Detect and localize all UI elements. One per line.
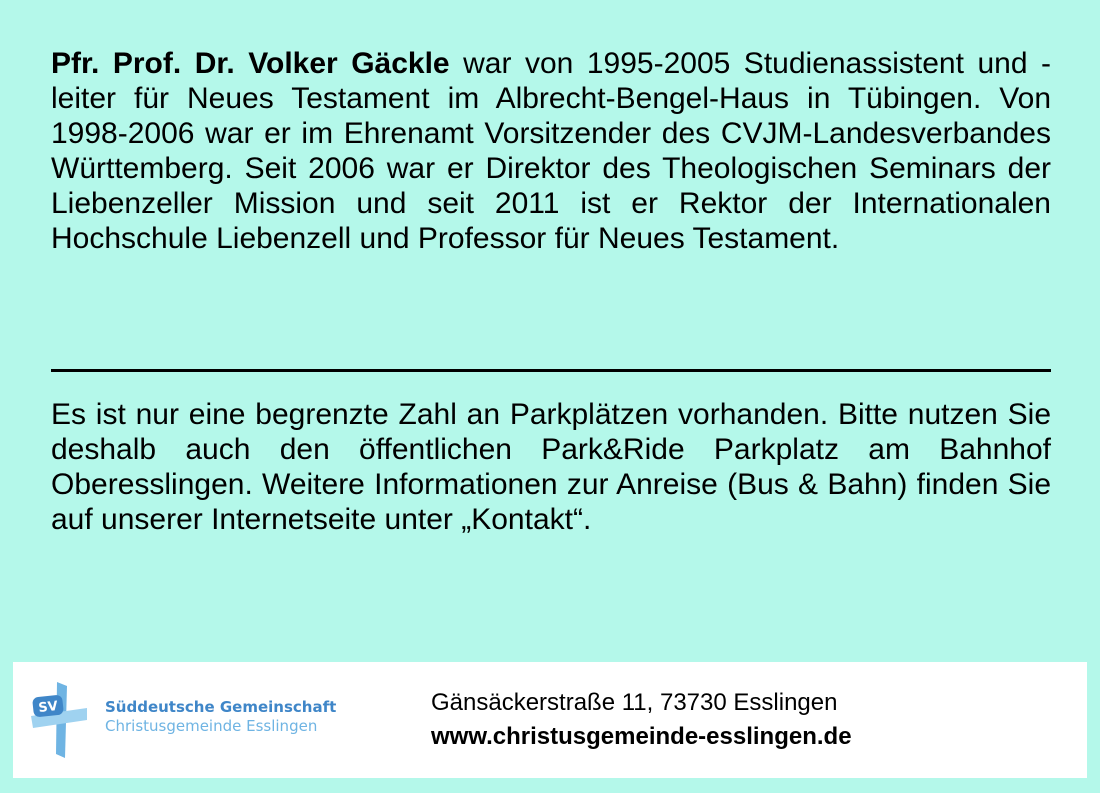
- footer-bar: [13, 662, 1087, 778]
- divider-line: [51, 369, 1051, 372]
- sv-cross-logo-icon: [29, 680, 89, 760]
- address: Gänsäckerstraße 11, 73730 Esslingen: [431, 689, 838, 716]
- org-block: [105, 698, 336, 736]
- org-subtitle: Christusgemeinde Esslingen: [105, 717, 318, 735]
- org-name: Süddeutsche Gemeinschaft: [105, 698, 337, 716]
- speaker-name: Pfr. Prof. Dr. Volker Gäckle: [51, 47, 450, 80]
- parking-paragraph: Es ist nur eine begrenzte Zahl an Parkplätzen vorhanden. Bitte nutzen Sie deshalb auch den öffentlichen Park&Ride Parkplatz am Bahnhof Oberesslingen. Weitere Informationen zur Anreise (Bus & Bahn) finden Sie auf unserer Internetseite unter „Kontakt“.: [51, 398, 1051, 536]
- bio-text: war von 1995-2005 Studienassistent und -leiter für Neues Testament im Albrecht-Bengel-Haus in Tübingen. Von 1998-2006 war er im Ehrenamt Vorsitzender des CVJM-Landesverbandes Württemberg. Seit 2006 war er Direktor des Theologischen Seminars der Liebenzeller Mission und seit 2011 ist er Rektor der Internationalen Hochschule Liebenzell und Professor für Neues Testament.: [51, 47, 1051, 255]
- contact-block: [431, 686, 852, 754]
- bio-paragraph: [51, 46, 1051, 256]
- website-link[interactable]: www.christusgemeinde-esslingen.de: [431, 723, 852, 750]
- logo-letters: SV: [37, 699, 59, 716]
